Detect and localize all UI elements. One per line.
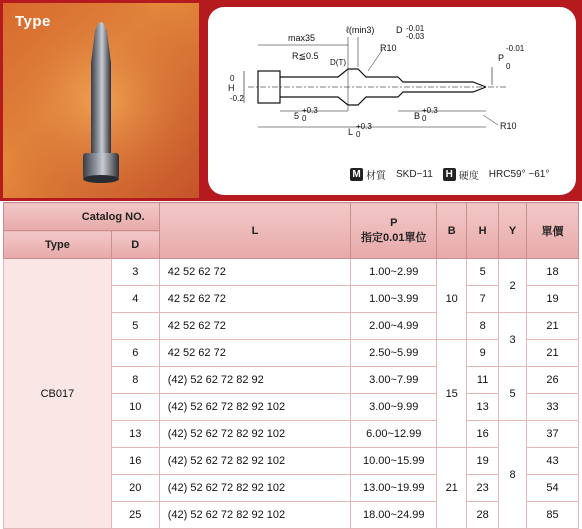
dim-b: B bbox=[414, 111, 421, 121]
d-cell: 5 bbox=[111, 313, 159, 340]
dim-l-min3: ℓ(min3) bbox=[346, 25, 375, 35]
l-cell: (42) 52 62 72 82 92 102 bbox=[159, 421, 351, 448]
price-cell: 18 bbox=[527, 259, 579, 286]
l-cell: 42 52 62 72 bbox=[159, 313, 351, 340]
col-h-header: H bbox=[467, 203, 499, 259]
col-b-header: B bbox=[437, 203, 467, 259]
p-cell: 3.00~7.99 bbox=[351, 367, 437, 394]
dim-p-tol: -0.01 bbox=[506, 44, 525, 53]
col-p-sublabel: 指定0.01單位 bbox=[361, 231, 427, 244]
hardness-value: HRC59° ~61° bbox=[488, 169, 550, 180]
h-cell: 8 bbox=[467, 313, 499, 340]
dim-max35: max35 bbox=[288, 33, 316, 43]
l-cell: 42 52 62 72 bbox=[159, 286, 351, 313]
material-value: SKD−11 bbox=[396, 169, 433, 180]
col-type-header: Type bbox=[4, 231, 112, 259]
dim-b-tol-a: +0.3 bbox=[422, 106, 438, 115]
l-cell: (42) 52 62 72 82 92 102 bbox=[159, 502, 351, 529]
d-cell: 13 bbox=[111, 421, 159, 448]
price-cell: 26 bbox=[527, 367, 579, 394]
price-cell: 43 bbox=[527, 448, 579, 475]
h-cell: 9 bbox=[467, 340, 499, 367]
price-cell: 19 bbox=[527, 286, 579, 313]
product-photo bbox=[3, 3, 199, 198]
h-cell: 19 bbox=[467, 448, 499, 475]
d-cell: 25 bbox=[111, 502, 159, 529]
p-cell: 1.00~2.99 bbox=[351, 259, 437, 286]
material-badge: M bbox=[350, 168, 363, 181]
b-cell: 15 bbox=[437, 340, 467, 448]
catalog-no-header: Catalog NO. bbox=[4, 203, 160, 231]
spec-line bbox=[350, 167, 559, 182]
h-cell: 11 bbox=[467, 367, 499, 394]
col-price-header: 單價 bbox=[527, 203, 579, 259]
p-cell: 6.00~12.99 bbox=[351, 421, 437, 448]
p-cell: 18.00~24.99 bbox=[351, 502, 437, 529]
p-cell: 2.00~4.99 bbox=[351, 313, 437, 340]
hardness-label: 硬度 bbox=[458, 171, 479, 182]
d-cell: 8 bbox=[111, 367, 159, 394]
price-cell: 37 bbox=[527, 421, 579, 448]
dim-five-tol-a: +0.3 bbox=[302, 106, 318, 115]
dim-b-tol-b: 0 bbox=[422, 114, 427, 123]
punch-pin-image bbox=[3, 3, 199, 198]
dim-five-tol-b: 0 bbox=[302, 114, 307, 123]
y-cell: 8 bbox=[499, 421, 527, 529]
dim-l-tol-b: 0 bbox=[356, 130, 361, 139]
d-cell: 6 bbox=[111, 340, 159, 367]
d-cell: 4 bbox=[111, 286, 159, 313]
h-cell: 13 bbox=[467, 394, 499, 421]
l-cell: (42) 52 62 72 82 92 102 bbox=[159, 475, 351, 502]
price-cell: 21 bbox=[527, 340, 579, 367]
p-cell: 10.00~15.99 bbox=[351, 448, 437, 475]
dim-l-tol-a: +0.3 bbox=[356, 122, 372, 131]
b-cell: 21 bbox=[437, 448, 467, 529]
d-cell: 16 bbox=[111, 448, 159, 475]
table-row bbox=[4, 259, 579, 286]
l-cell: (42) 52 62 72 82 92 102 bbox=[159, 448, 351, 475]
dim-p-tol-zero: 0 bbox=[506, 62, 511, 71]
y-cell: 3 bbox=[499, 313, 527, 367]
type-cell: CB017 bbox=[4, 259, 112, 529]
dim-h: H bbox=[228, 83, 235, 93]
dim-r10-bottom: R10 bbox=[500, 121, 517, 131]
hardness-badge: H bbox=[443, 168, 456, 181]
dim-l: L bbox=[348, 127, 354, 137]
type-label: Type bbox=[15, 13, 51, 30]
col-p-header bbox=[351, 203, 437, 259]
h-cell: 16 bbox=[467, 421, 499, 448]
dim-h-tol-b: -0.2 bbox=[230, 94, 244, 103]
d-cell: 10 bbox=[111, 394, 159, 421]
dim-d-tol-lower: -0.03 bbox=[406, 32, 425, 41]
col-y-header: Y bbox=[499, 203, 527, 259]
h-cell: 7 bbox=[467, 286, 499, 313]
h-cell: 23 bbox=[467, 475, 499, 502]
col-d-header: D bbox=[111, 231, 159, 259]
price-cell: 54 bbox=[527, 475, 579, 502]
material-label: 材質 bbox=[366, 171, 386, 182]
p-cell: 13.00~19.99 bbox=[351, 475, 437, 502]
dim-d-tol-upper: -0.01 bbox=[406, 24, 425, 33]
l-cell: (42) 52 62 72 82 92 102 bbox=[159, 394, 351, 421]
h-cell: 5 bbox=[467, 259, 499, 286]
dim-r10-top: R10 bbox=[380, 43, 397, 53]
price-cell: 33 bbox=[527, 394, 579, 421]
y-cell: 2 bbox=[499, 259, 527, 313]
h-cell: 28 bbox=[467, 502, 499, 529]
p-cell: 3.00~9.99 bbox=[351, 394, 437, 421]
b-cell: 10 bbox=[437, 259, 467, 340]
header-band bbox=[0, 0, 582, 201]
l-cell: 42 52 62 72 bbox=[159, 259, 351, 286]
dim-five: 5 bbox=[294, 111, 300, 121]
dim-p: P bbox=[498, 53, 505, 63]
l-cell: (42) 52 62 72 82 92 bbox=[159, 367, 351, 394]
dim-h-tol-a: 0 bbox=[230, 74, 235, 83]
price-cell: 85 bbox=[527, 502, 579, 529]
d-cell: 20 bbox=[111, 475, 159, 502]
price-cell: 21 bbox=[527, 313, 579, 340]
spec-table bbox=[3, 202, 579, 529]
d-cell: 3 bbox=[111, 259, 159, 286]
col-p-label: P bbox=[390, 216, 398, 229]
p-cell: 1.00~3.99 bbox=[351, 286, 437, 313]
l-cell: 42 52 62 72 bbox=[159, 340, 351, 367]
y-cell: 5 bbox=[499, 367, 527, 421]
dim-d-tol: D bbox=[396, 25, 403, 35]
technical-drawing bbox=[208, 7, 576, 195]
dim-r05: R≦0.5 bbox=[292, 51, 319, 61]
dim-dt: D(T) bbox=[330, 58, 346, 67]
p-cell: 2.50~5.99 bbox=[351, 340, 437, 367]
col-l-header: L bbox=[159, 203, 351, 259]
